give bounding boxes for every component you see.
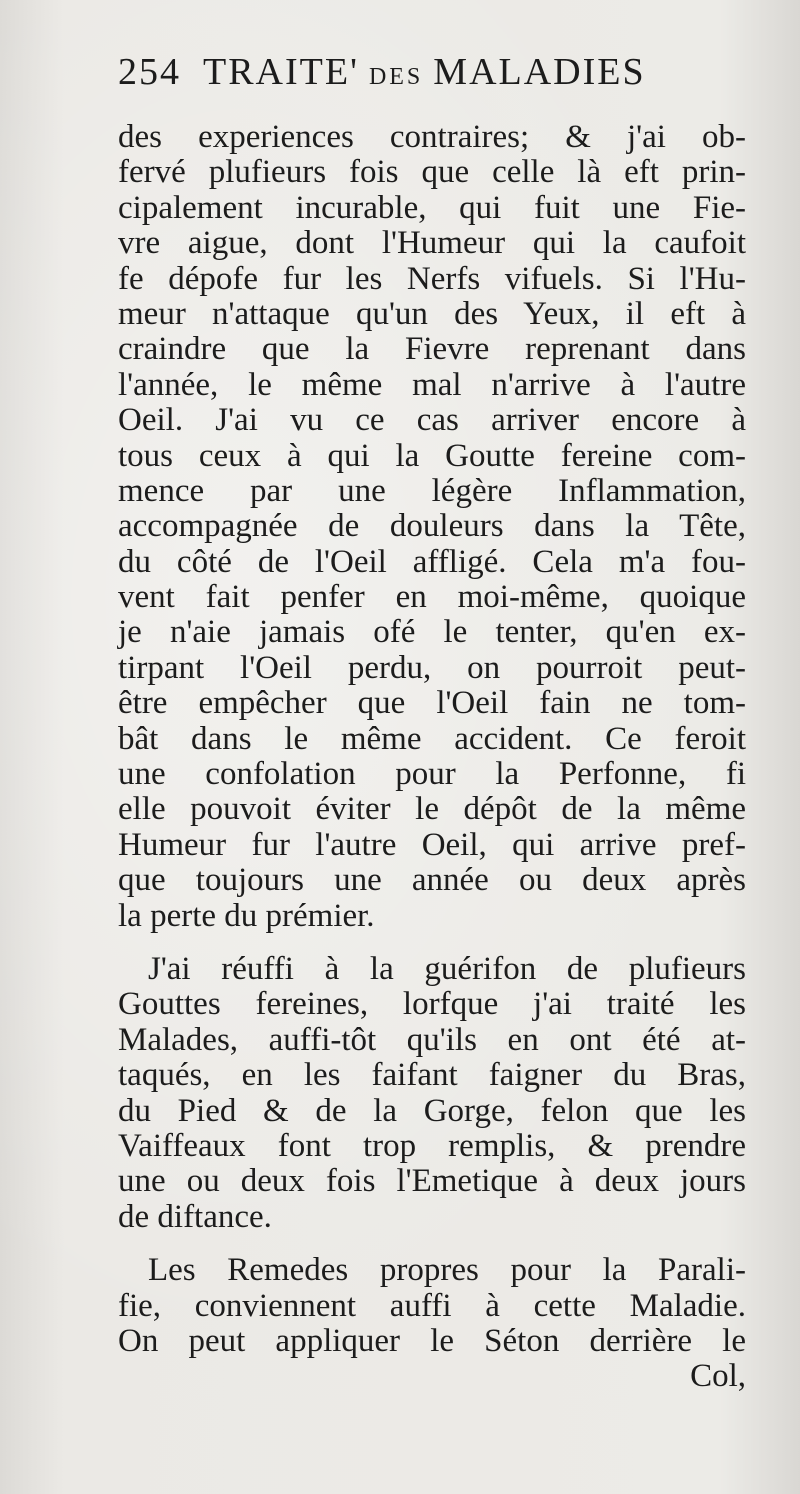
text-line: tirpant l'Oeil perdu, on pourroit peut- [118, 649, 746, 686]
text-line: fie, conviennent auffi à cette Maladie. [118, 1287, 746, 1324]
text-line: Malades, auffi-tôt qu'ils en ont été at- [118, 1021, 746, 1058]
text-line: être empêcher que l'Oeil fain ne tom- [118, 685, 746, 722]
text-line: vre aigue, dont l'Humeur qui la caufoit [118, 225, 746, 262]
text-line: taqués, en les faifant faigner du Bras, [118, 1057, 746, 1094]
text-line: du côté de l'Oeil affligé. Cela m'a fou- [118, 543, 746, 580]
paragraph [118, 1253, 746, 1359]
text-line: meur n'attaque qu'un des Yeux, il eft à [118, 295, 746, 332]
text-line: elle pouvoit éviter le dépôt de la même [118, 791, 746, 828]
header-title-part1: TRAITE' [203, 51, 359, 93]
text-line: On peut appliquer le Séton derrière le [118, 1322, 746, 1359]
text-line: Humeur fur l'autre Oeil, qui arrive pref- [118, 826, 746, 863]
running-header [118, 50, 718, 100]
paragraph-gap [118, 1235, 746, 1253]
text-line: Vaiffeaux font trop remplis, & prendre [118, 1127, 746, 1164]
text-line: cipalement incurable, qui fuit une Fie- [118, 189, 746, 226]
paragraph-gap [118, 934, 746, 952]
paragraph [118, 952, 746, 1235]
text-line: l'année, le même mal n'arrive à l'autre [118, 366, 746, 403]
text-line: bât dans le même accident. Ce feroit [118, 720, 746, 757]
text-line: une ou deux fois l'Emetique à deux jours [118, 1163, 746, 1200]
text-line: J'ai réuffi à la guérifon de plufieurs [148, 950, 746, 987]
text-line: une confolation pour la Perfonne, fi [118, 756, 746, 793]
text-line: mence par une légère Inflammation, [118, 472, 746, 509]
header-title-part2: DES [368, 64, 424, 90]
text-line: de diftance. [118, 1198, 272, 1235]
text-line: tous ceux à qui la Goutte fereine com- [118, 437, 746, 474]
text-line: du Pied & de la Gorge, felon que les [118, 1092, 746, 1129]
body-text [118, 120, 746, 1395]
text-line: fervé plufieurs fois que celle là eft prin- [118, 154, 746, 191]
text-line: des experiences contraires; & j'ai ob- [118, 119, 746, 155]
catchword: Col, [690, 1358, 746, 1395]
header-title-part3: MALADIES [433, 51, 646, 93]
text-line: craindre que la Fievre reprenant dans [118, 331, 746, 368]
text-line: Oeil. J'ai vu ce cas arriver encore à [118, 402, 746, 439]
text-line: que toujours une année ou deux après [118, 862, 746, 899]
page-number: 254 [118, 51, 181, 93]
text-line: Gouttes fereines, lorfque j'ai traité les [118, 986, 746, 1023]
text-line: vent fait penfer en moi-même, quoique [118, 579, 746, 616]
text-line: Les Remedes propres pour la Parali- [148, 1252, 746, 1289]
text-line: la perte du prémier. [118, 897, 375, 934]
text-line: fe dépofe fur les Nerfs vifuels. Si l'Hu- [118, 260, 746, 297]
paragraph [118, 120, 746, 934]
text-line: accompagnée de douleurs dans la Tête, [118, 508, 746, 545]
text-line: je n'aie jamais ofé le tenter, qu'en ex- [118, 614, 746, 651]
